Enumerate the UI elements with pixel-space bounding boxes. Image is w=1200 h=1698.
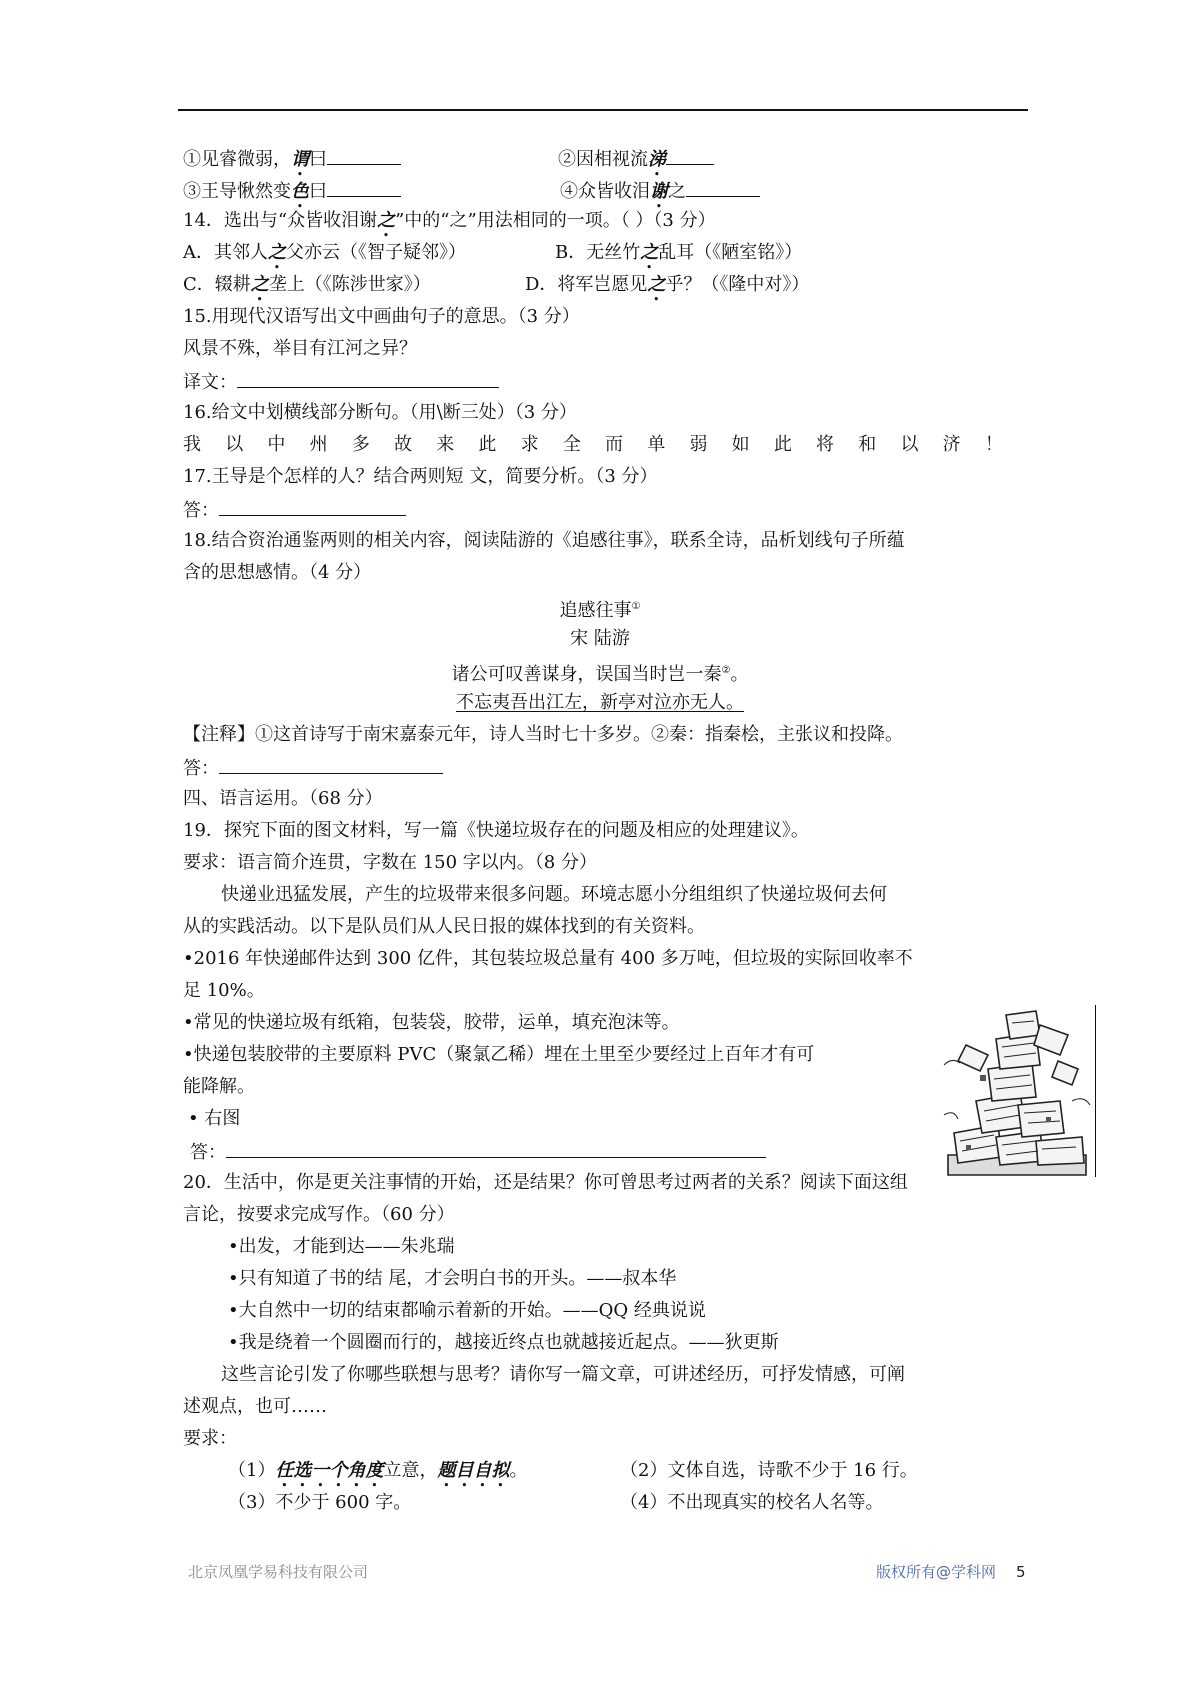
q20-quote-3: •大自然中一切的结束都喻示着新的开始。——QQ 经典说说 [228,1300,706,1321]
page-number: 5 [1016,1563,1026,1581]
answer-blank[interactable] [666,146,714,165]
q20-stem-line1: 20．生活中，你是更关注事情的开始，还是结果？你可曾思考过两者的关系？阅读下面这组 [183,1172,908,1193]
q18-note: 【注释】①这首诗写于南宋嘉泰元年，诗人当时七十多岁。②秦：指秦桧，主张议和投降。 [183,724,903,745]
q15-sentence: 风景不殊，举目有江河之异？ [183,338,417,359]
q17-answer-line: 答： [183,497,406,523]
q17-stem: 17.王导是个怎样的人？结合两则短 文，简要分析。（3 分） [183,466,658,487]
q19-answer-line: 答： [190,1139,766,1165]
q19-bullet-3-line2: 能降解。 [183,1076,255,1097]
q19-requirement: 要求：语言简介连贯，字数在 150 字以内。（8 分） [183,852,597,873]
q18-stem-line1: 18.结合资治通鉴两则的相关内容，阅读陆游的《追感往事》，联系全诗，品析划线句子所蕴 [183,530,905,551]
poem-author: 宋 陆游 [570,628,630,649]
q19-paragraph-line2: 从的实践活动。以下是队员们从人民日报的媒体找到的有关资料。 [183,916,705,937]
answer-blank[interactable] [327,178,401,197]
q20-prompt-line2: 述观点，也可…… [183,1396,327,1417]
q20-quote-2: •只有知道了书的结 尾，才会明白书的开头。——叔本华 [228,1268,677,1289]
cartoon-package-pile-image [936,1005,1096,1177]
q20-requirements-label: 要求： [183,1428,237,1449]
q14-option-c: C．辍耕之垄上（《陈涉世家》） [183,274,431,295]
footer-copyright: 版权所有@学科网 [876,1563,997,1581]
q20-prompt-line1: 这些言论引发了你哪些联想与思考？请你写一篇文章，可讲述经历，可抒发情感，可阐 [221,1364,905,1385]
answer-blank[interactable] [686,178,760,197]
q13-item-3: ③王导愀然变色曰 [183,178,401,212]
q15-answer-line: 译文： [183,369,499,395]
poem-line-1: 诸公可叹善谋身，误国当时岂一秦②。 [451,664,749,685]
image-border [1095,1005,1096,1177]
answer-blank[interactable] [327,146,401,165]
answer-blank[interactable] [219,497,406,516]
q16-sentence: 我 以 中 州 多 故 来 此 求 全 而 单 弱 如 此 将 和 以 济 ！ [183,434,1003,455]
poem-line-2: 不忘夷吾出江左，新亭对泣亦无人。 [456,692,744,713]
q13-item-1: ①见睿微弱，谓曰 [183,146,401,180]
q13-item-2: ②因相视流涕 [558,146,714,180]
q19-bullet-2: •常见的快递垃圾有纸箱，包装袋，胶带，运单，填充泡沫等。 [183,1012,680,1033]
q14-option-b: B．无丝竹之乱耳（《陋室铭》） [555,242,803,263]
section-heading: 四、语言运用。（68 分） [183,788,383,809]
poem-title: 追感往事① [559,600,641,621]
q19-paragraph-line1: 快递业迅猛发展，产生的垃圾带来很多问题。环境志愿小分组组织了快递垃圾何去何 [221,884,887,905]
header-rule [178,109,1028,111]
footer-company: 北京凤凰学易科技有限公司 [188,1563,369,1581]
q16-stem: 16.给文中划横线部分断句。（用\断三处）（3 分） [183,402,577,423]
q19-bullet-3-line1: •快递包装胶带的主要原料 PVC（聚氯乙稀）埋在土里至少要经过上百年才有可 [183,1044,815,1065]
q14-stem: 14．选出与“众皆收泪谢之”中的“之”用法相同的一项。（ ）（3 分） [183,210,716,231]
q20-quote-4: •我是绕着一个圆圈而行的，越接近终点也就越接近起点。——狄更斯 [228,1332,779,1353]
q13-item-4: ④众皆收泪谢之 [560,178,760,212]
q19-stem: 19．探究下面的图文材料，写一篇《快递垃圾存在的问题及相应的处理建议》。 [183,820,809,841]
q15-stem: 15.用现代汉语写出文中画曲句子的意思。（3 分） [183,306,580,327]
q20-requirement-1: （1）任选一个角度立意，题目自拟。 [228,1460,528,1481]
q14-option-d: D．将军岂愿见之乎？（《隆中对》） [525,274,810,295]
answer-blank[interactable] [219,755,443,774]
q14-option-a: A．其邻人之父亦云（《智子疑邻》） [183,242,466,263]
answer-blank[interactable] [226,1139,766,1158]
q20-requirement-3: （3）不少于 600 字。 [228,1492,412,1513]
answer-blank[interactable] [237,369,499,388]
q20-requirement-2: （2）文体自选，诗歌不少于 16 行。 [620,1460,918,1481]
q19-bullet-1-line1: •2016 年快递邮件达到 300 亿件，其包装垃圾总量有 400 多万吨，但垃圾的实际回收率不 [183,948,913,969]
q19-bullet-4: • 右图 [188,1108,241,1129]
q20-stem-line2: 言论，按要求完成写作。（60 分） [183,1204,455,1225]
q20-quote-1: •出发，才能到达——朱兆瑞 [228,1236,455,1257]
q18-stem-line2: 含的思想感情。（4 分） [183,562,372,583]
q20-requirement-4: （4）不出现真实的校名人名等。 [620,1492,884,1513]
q19-bullet-1-line2: 足 10%。 [183,980,265,1001]
q18-answer-line: 答： [183,755,443,781]
